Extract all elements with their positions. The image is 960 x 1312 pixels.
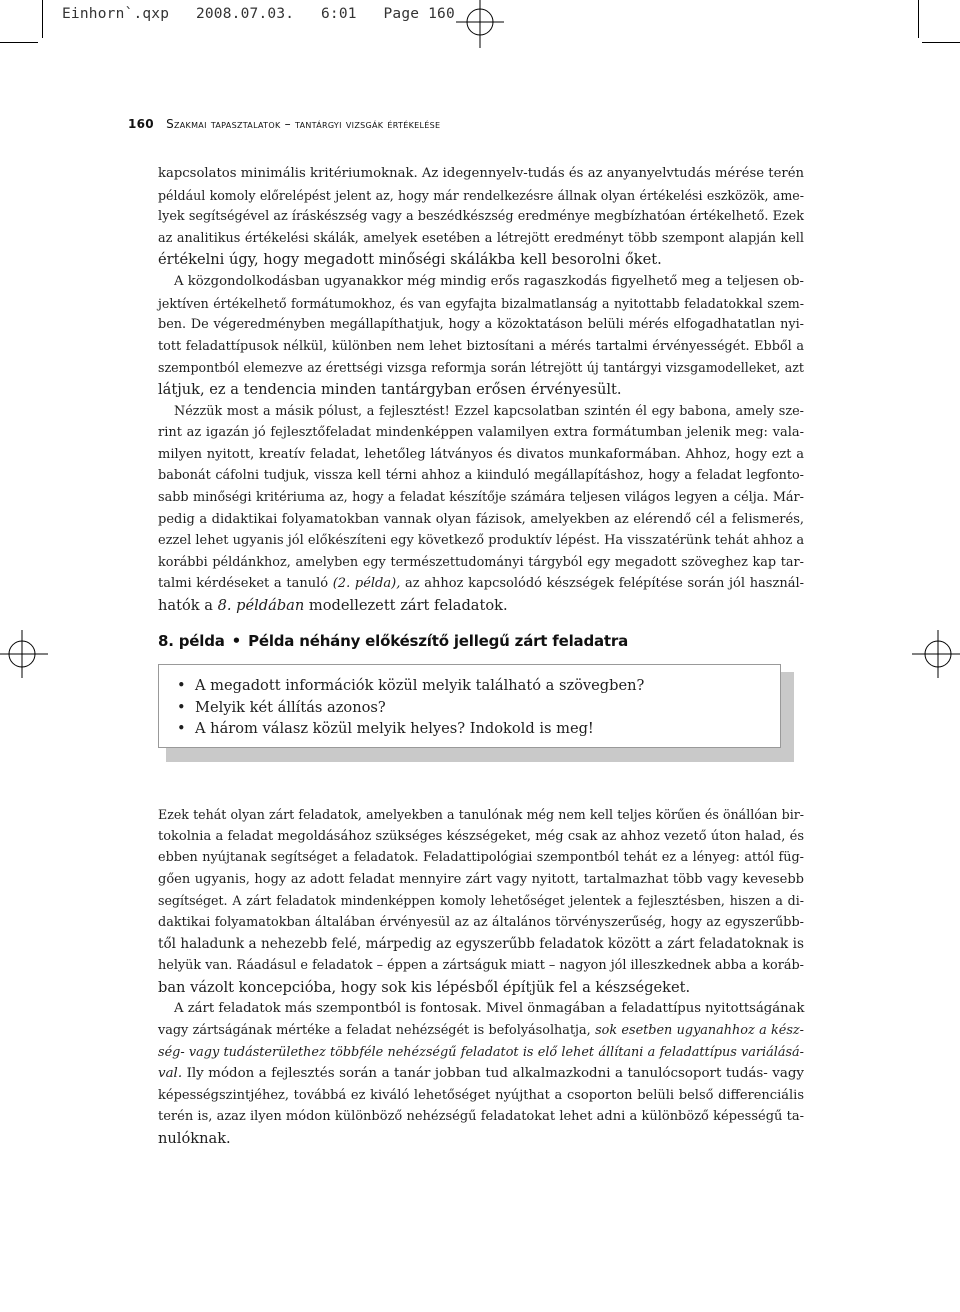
- list-item: [177, 718, 780, 740]
- separator-dot: •: [231, 632, 242, 650]
- text-line: segítséget. A zárt feladatok mindenképpen komoly lehetőséget jelentek a fejlesztésben, hiszen a di-: [158, 893, 804, 909]
- example-reference: (2. példa),: [332, 576, 401, 592]
- text-line: az analitikus értékelési skálák, amelyek esetében a létrejött eredményt több szempont alapján kell: [158, 230, 804, 246]
- text-line: [158, 1063, 804, 1085]
- example-title: Példa néhány előkészítő jellegű zárt feladatra: [248, 632, 629, 650]
- example-list: [159, 665, 780, 740]
- paragraph: [158, 998, 804, 1149]
- text-line: sabb minőségi kritériuma az, hogy a feladat készítője számára teljesen világos legyen a célja. Már-: [158, 489, 804, 505]
- text-line: korábbi példánkhoz, amelyben egy természettudományi tárgyból egy megadott szöveghez kap tar-: [158, 554, 804, 570]
- bullet: •: [177, 720, 186, 737]
- text-line: jektíven értékelhető formátumokhoz, és van egyfajta bizalmatlanság a nyitottabb feladatokkal szem-: [158, 295, 804, 311]
- crop-mark: [918, 0, 919, 38]
- text-line: rint az igazán jó fejlesztőfeladat mindenképpen valamilyen extra formátumban jelenik meg: vala-: [158, 425, 804, 441]
- print-slug: Einhorn`.qxp 2008.07.03. 6:01 Page 160: [62, 6, 455, 22]
- text-line: [158, 595, 804, 617]
- text-line: milyen nyitott, kreatív feladat, lehetőleg látványos és divatos munkaformában. Ahhoz, hogy ezt a: [158, 446, 804, 462]
- italic-run: val.: [158, 1066, 183, 1082]
- text-line: daktikai folyamatokban általában érvényesül az az általános törvényszerűség, hogy az egyszerűbb-: [158, 914, 804, 930]
- text-line: [158, 1042, 804, 1064]
- paragraph: [158, 163, 804, 271]
- text-line: ban vázolt koncepcióba, hogy sok kis lépésből építjük fel a készségeket.: [158, 978, 691, 996]
- text-line: ebben nyújtanak segítséget a feladatok. Feladattipológiai szempontból tehát ez a lényeg: attól füg-: [158, 850, 804, 866]
- example-number: 8. példa: [158, 632, 225, 650]
- crop-mark: [0, 42, 38, 43]
- paragraph: [158, 401, 804, 617]
- text-run: modellezett zárt feladatok.: [304, 596, 508, 614]
- body-text-top: [158, 163, 804, 616]
- text-line: nulóknak.: [158, 1129, 231, 1147]
- running-head: [128, 117, 440, 131]
- example-reference: 8. példában: [217, 596, 305, 614]
- text-run: talmi kérdéseket a tanuló: [158, 576, 333, 592]
- registration-mark-top: [456, 0, 504, 48]
- body-text-bottom: [158, 804, 804, 1150]
- text-run: Ily módon a fejlesztés során a tanár jobban tud alkalmazkodni a tanulócsoport tudás- vagy: [182, 1066, 804, 1082]
- list-item: [177, 675, 780, 697]
- text-run: hatók a: [158, 596, 218, 614]
- text-line: kapcsolatos minimális kritériumoknak. Az idegennyelv-tudás és az anyanyelvtudás mérése terén: [158, 166, 804, 181]
- text-line: lyek segítségével az íráskészség vagy a beszédkészség eredménye megbízhatóan értékelhető. Ezek: [158, 209, 804, 225]
- text-line: [158, 573, 804, 595]
- registration-mark-left: [0, 630, 48, 678]
- page-number: 160: [128, 117, 154, 131]
- text-line: tott feladattípusok nélkül, különben nem lehet biztosítani a mérés tartalmi érvényességét. Ebből a: [158, 338, 804, 354]
- text-line: képességszintjéhez, továbbá ez kiváló lehetőséget nyújthat a csoporton belüli belső differenciális: [158, 1087, 804, 1103]
- text-line: terén is, azaz ilyen módon különböző nehézségű feladatokat lehet adni a különböző képességű ta-: [158, 1109, 804, 1125]
- crop-mark: [922, 42, 960, 43]
- list-item-text: A három válasz közül melyik helyes? Indokold is meg!: [195, 720, 594, 737]
- bullet: •: [177, 698, 186, 716]
- list-item-text: A megadott információk közül melyik található a szövegben?: [195, 677, 645, 694]
- example-heading: [158, 632, 628, 650]
- paragraph: [158, 804, 804, 998]
- running-head-title: Szakmai tapasztalatok – tantárgyi vizsgák értékelése: [166, 117, 441, 131]
- crop-mark: [42, 0, 43, 38]
- text-line: értékelni úgy, hogy megadott minőségi skálákba kell besorolni őket.: [158, 251, 662, 269]
- registration-mark-right: [912, 630, 960, 678]
- text-run: vagy zártságának mértéke a feladat nehézségét is befolyásolhatja,: [158, 1022, 596, 1038]
- text-line: helyük van. Ráadásul e feladatok – éppen a zártságuk miatt – nagyon jól illeszkednek abba a koráb-: [158, 958, 804, 974]
- text-line: A zárt feladatok más szempontból is fontosak. Mivel önmagában a feladattípus nyitottságának: [174, 1001, 805, 1017]
- italic-run: sok esetben ugyanahhoz a kész-: [595, 1022, 804, 1038]
- list-item-text: Melyik két állítás azonos?: [195, 698, 386, 716]
- text-line: ben. De végeredményben megállapíthatjuk, hogy a közoktatáson belüli mérés elfogadhatatlan nyi-: [158, 317, 804, 333]
- example-box: [158, 664, 781, 748]
- text-line: látjuk, ez a tendencia minden tantárgyban erősen érvényesült.: [158, 380, 622, 398]
- text-line: tokolnia a feladat megoldásához szükséges készségeket, még csak az ahhoz vezető úton halad, és: [158, 828, 804, 844]
- list-item: [177, 697, 780, 719]
- italic-run: ség- vagy tudásterülethez többféle nehézségű feladatot is elő lehet állítani a feladattípus variálásá-: [158, 1044, 804, 1060]
- text-line: Ezek tehát olyan zárt feladatok, amelyekben a tanulónak még nem kell teljes körűen és önállóan bir-: [158, 807, 804, 822]
- text-line: szempontból elemezve az érettségi vizsga reformja során létrejött új tantárgyi vizsgamodelleket, azt: [158, 360, 804, 376]
- text-line: [158, 1020, 804, 1042]
- text-line: gően ugyanis, hogy az adott feladat mennyire zárt vagy nyitott, tartalmazhat több vagy kevesebb: [158, 871, 804, 887]
- text-run: az ahhoz kapcsolódó készségek felépítése során jól használ-: [400, 576, 805, 592]
- text-line: pedig a didaktikai folyamatokban vannak olyan fázisok, amelyekben az elérendő cél a felismerés,: [158, 511, 804, 527]
- text-line: A közgondolkodásban ugyanakkor még mindig erős ragaszkodás figyelhető meg a teljesen ob-: [174, 273, 804, 289]
- text-line: ezzel lehet ugyanis jól előkészíteni egy következő produktív lépést. Ha visszatérünk tehát ahhoz a: [158, 533, 805, 549]
- text-line: Nézzük most a másik pólust, a fejlesztést! Ezzel kapcsolatban szintén él egy babona, amely sze-: [174, 403, 804, 419]
- paragraph: [158, 271, 804, 401]
- text-line: például komoly előrelépést jelent az, hogy már rendelkezésre állnak olyan értékelési eszközök, ame-: [158, 187, 804, 203]
- text-line: babonát cáfolni tudjuk, vissza kell térni ahhoz a kiinduló megállapításhoz, hogy a feladat legfonto-: [158, 468, 804, 484]
- bullet: •: [177, 677, 186, 694]
- text-line: től haladunk a nehezebb felé, márpedig az egyszerűbb feladatok között a zárt feladatoknak is: [158, 935, 804, 952]
